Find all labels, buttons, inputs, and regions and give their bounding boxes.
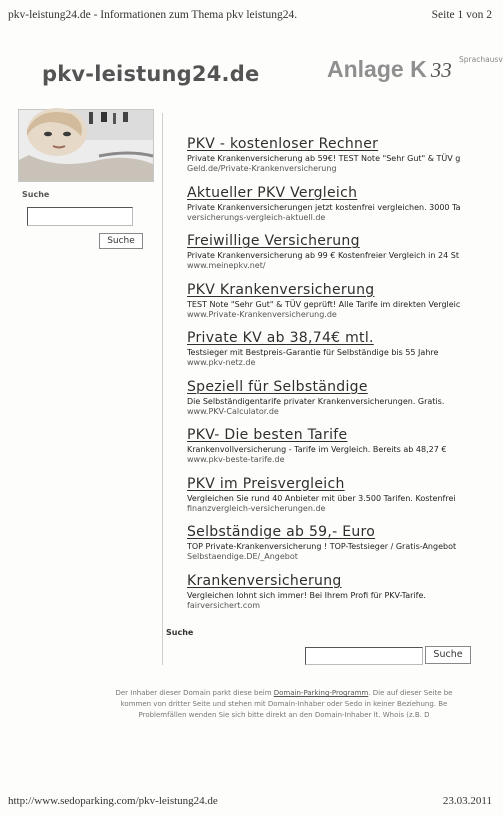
ad-title-link[interactable]: Krankenversicherung <box>187 572 342 589</box>
print-header-title: pkv-leistung24.de - Informationen zum Thema pkv leistung24. <box>8 9 298 21</box>
ad-description: Testsieger mit Bestpreis-Garantie für Selbständige bis 55 Jahre <box>187 348 439 357</box>
stamp-number: 33 <box>430 58 452 82</box>
ad-description: TEST Note "Sehr Gut" & TÜV geprüft! Alle Tarife im direkten Vergleic <box>187 299 461 309</box>
ad-title-link[interactable]: Aktueller PKV Vergleich <box>187 184 358 201</box>
ad-title-link[interactable]: PKV Krankenversicherung <box>187 281 375 298</box>
ad-item <box>187 476 498 525</box>
ad-url[interactable]: www.pkv-netz.de <box>187 358 256 367</box>
disclaimer-text: Der Inhaber dieser Domain parkt diese beim <box>115 689 274 697</box>
ad-url[interactable]: www.Private-Krankenversicherung.de <box>187 309 337 319</box>
bottom-search-label: Suche <box>166 628 194 637</box>
sidebar-search-label: Suche <box>22 190 50 199</box>
ad-item <box>187 573 498 622</box>
ad-description: Private Krankenversicherung ab 59€! TEST Note "Sehr Gut" & TÜV g <box>187 154 461 163</box>
ad-description: Vergleichen Sie rund 40 Anbieter mit über 3.500 Tarifen. Kostenfrei <box>187 493 456 503</box>
ad-title-link[interactable]: PKV- Die besten Tarife <box>187 427 348 443</box>
ad-description: TOP Private-Krankenversicherung ! TOP-Testsieger / Gratis-Angebot <box>187 542 457 551</box>
ad-item <box>187 185 498 234</box>
ad-item <box>187 233 498 282</box>
ad-description: Private Krankenversicherung ab 99 € Kostenfreier Vergleich in 24 St <box>187 251 459 260</box>
language-label: Sprachausv <box>459 55 503 64</box>
stamp-text: Anlage K <box>327 56 427 82</box>
ad-title-link[interactable]: Selbständige ab 59,- Euro <box>187 524 376 540</box>
ad-url[interactable]: fairversichert.com <box>187 600 261 610</box>
ad-title-link[interactable]: Freiwillige Versicherung <box>187 233 360 249</box>
ad-title-link[interactable]: PKV im Preisvergleich <box>187 475 345 492</box>
print-header <box>8 9 492 21</box>
ad-url[interactable]: www.meinepkv.net/ <box>187 261 266 270</box>
ad-item <box>187 136 498 185</box>
exhibit-stamp <box>327 56 452 83</box>
ad-url[interactable]: Geld.de/Private-Krankenversicherung <box>187 164 337 173</box>
ad-item <box>187 427 498 476</box>
ad-item <box>187 330 498 379</box>
ad-title-link[interactable]: PKV - kostenloser Rechner <box>187 136 379 152</box>
disclaimer-text: . Die auf dieser Seite be <box>368 689 453 697</box>
disclaimer-line-1 <box>70 688 498 699</box>
ad-item <box>187 379 498 428</box>
parking-disclaimer <box>70 688 498 721</box>
print-page-number: Seite 1 von 2 <box>431 9 492 21</box>
ad-description: Vergleichen lohnt sich immer! Bei Ihrem Profi für PKV-Tarife. <box>187 590 426 600</box>
print-footer <box>8 795 492 807</box>
disclaimer-line-2: kommen von dritter Seite und stehen mit Domain-Inhaber oder Sedo in keiner Beziehung. Be <box>120 700 448 708</box>
ad-title-link[interactable]: Private KV ab 38,74€ mtl. <box>187 330 374 346</box>
ad-list <box>187 136 498 621</box>
bottom-search-input[interactable] <box>305 647 423 665</box>
sidebar-search-input[interactable] <box>27 207 133 226</box>
column-divider <box>162 113 163 665</box>
disclaimer-line-3: Problemfällen wenden Sie sich bitte direkt an den Domain-Inhaber lt. Whois (z.B. D <box>138 711 430 719</box>
ad-description: Private Krankenversicherungen jetzt kostenfrei vergleichen. 3000 Ta <box>187 202 461 212</box>
domain-parking-link[interactable]: Domain-Parking-Programm <box>273 689 369 697</box>
sidebar-search-button[interactable]: Suche <box>99 233 143 249</box>
ad-url[interactable]: Selbstaendige.DE/_Angebot <box>187 552 298 561</box>
ad-url[interactable]: www.pkv-beste-tarife.de <box>187 455 285 464</box>
ad-item <box>187 282 498 331</box>
header-photo <box>18 109 154 182</box>
ad-title-link[interactable]: Speziell für Selbständige <box>187 378 368 395</box>
ad-description: Krankenvollversicherung - Tarife im Vergleich. Bereits ab 48,27 € <box>187 445 447 454</box>
ad-url[interactable]: www.PKV-Calculator.de <box>187 406 279 416</box>
site-title: pkv-leistung24.de <box>42 62 260 86</box>
ad-url[interactable]: finanzvergleich-versicherungen.de <box>187 503 326 513</box>
print-footer-url: http://www.sedoparking.com/pkv-leistung24.de <box>8 795 218 807</box>
ad-item <box>187 524 498 573</box>
woman-portrait-image <box>19 110 153 181</box>
ad-description: Die Selbständigentarife privater Krankenversicherungen. Gratis. <box>187 396 445 406</box>
ad-url[interactable]: versicherungs-vergleich-aktuell.de <box>187 212 326 222</box>
print-footer-date: 23.03.2011 <box>442 795 492 807</box>
bottom-search-button[interactable]: Suche <box>425 646 471 664</box>
